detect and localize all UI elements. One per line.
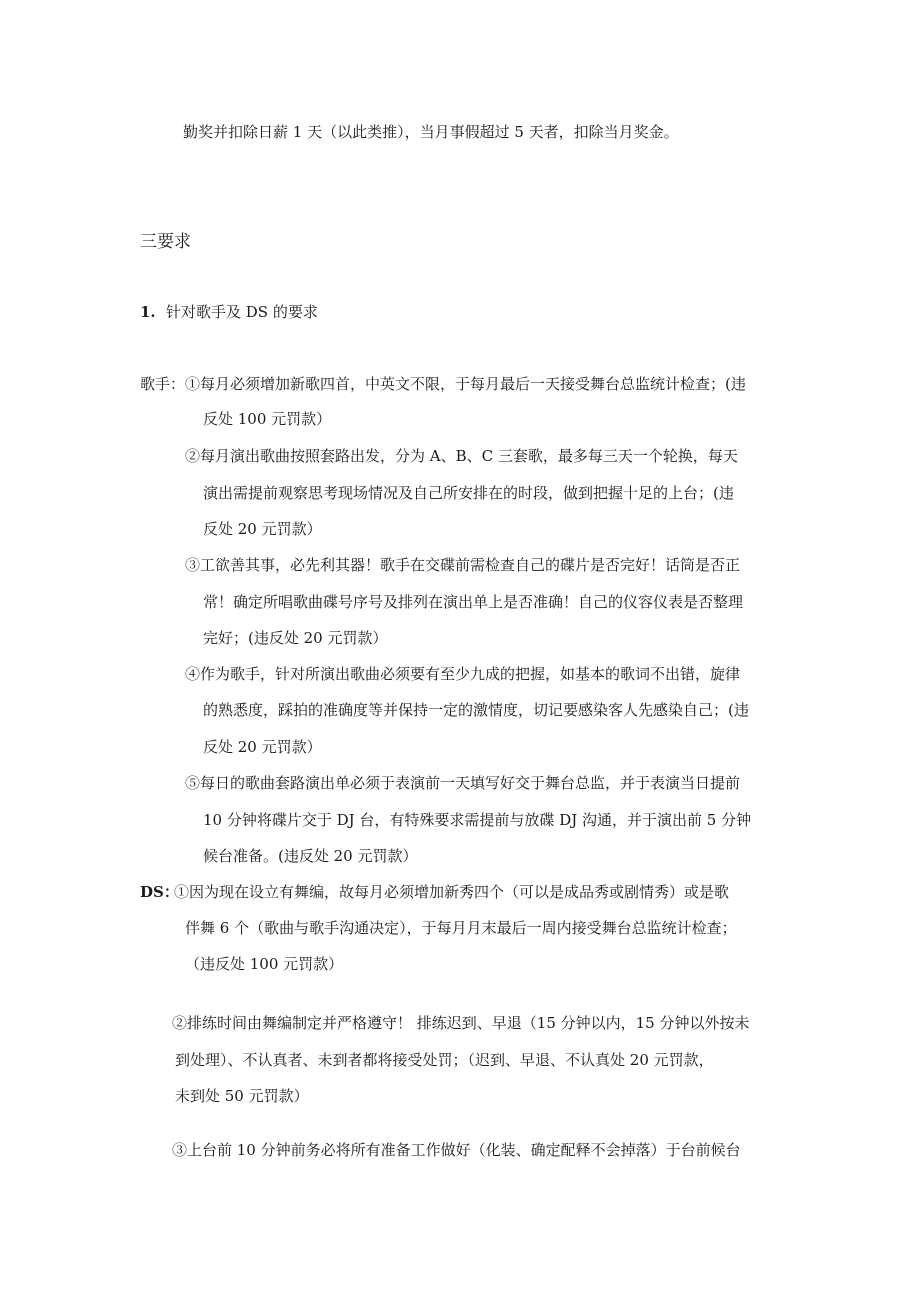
paragraph-line: 勤奖并扣除日薪 1 天（以此类推），当月事假超过 5 天者，扣除当月奖金。 [183,123,679,141]
singer-label: 歌手： [140,375,186,393]
singer-rule-3-line: 常！确定所唱歌曲碟号序号及排列在演出单上是否准确！自己的仪容仪表是否整理 [203,593,744,611]
ds-rule-1-line: 伴舞 6 个（歌曲与歌手沟通决定），于每月月末最后一周内接受舞台总监统计检查； [185,919,737,937]
section-heading: 三要求 [140,232,191,252]
singer-rule-1-line: 反处 100 元罚款） [203,410,332,428]
ds-rule-3-line: ③上台前 10 分钟前务必将所有准备工作做好（化装、确定配释不会掉落）于台前候台 [172,1141,741,1159]
singer-rule-5-line: ⑤每日的歌曲套路演出单必须于表演前一天填写好交于舞台总监，并于表演当日提前 [185,774,741,792]
singer-rule-3-line: 完好；(违反处 20 元罚款） [203,629,388,647]
singer-rule-5-line: 10 分钟将碟片交于 DJ 台，有特殊要求需提前与放碟 DJ 沟通，并于演出前 5 分钟 [203,811,752,829]
ds-rule-2-line: 到处理）、不认真者、未到者都将接受处罚；（迟到、早退、不认真处 20 元罚款， [175,1051,714,1069]
ds-rule-1-line: （违反处 100 元罚款） [185,955,344,973]
singer-rule-5-line: 候台准备。(违反处 20 元罚款） [203,847,418,865]
subsection-number: 1. [140,303,156,321]
singer-rule-4-line: 反处 20 元罚款） [203,738,322,756]
singer-rule-2-line: ②每月演出歌曲按照套路出发，分为 A、B、C 三套歌，最多每三天一个轮换，每天 [185,447,738,465]
ds-label: DS： [140,883,179,901]
singer-rule-4-line: ④作为歌手，针对所演出歌曲必须要有至少九成的把握，如基本的歌词不出错，旋律 [185,665,741,683]
singer-rule-3-line: ③工欲善其事，必先利其器！歌手在交碟前需检查自己的碟片是否完好！话筒是否正 [185,556,741,574]
ds-rule-2-line: ②排练时间由舞编制定并严格遵守！ 排练迟到、早退（15 分钟以内，15 分钟以外按未 [172,1014,750,1032]
singer-rule-1-line: ①每月必须增加新歌四首，中英文不限，于每月最后一天接受舞台总监统计检查；(违 [185,375,746,393]
singer-rule-2-line: 演出需提前观察思考现场情况及自己所安排在的时段，做到把握十足的上台；(违 [203,484,734,502]
ds-rule-2-line: 未到处 50 元罚款） [175,1087,309,1105]
singer-rule-2-line: 反处 20 元罚款） [203,520,322,538]
ds-rule-1-line: ①因为现在设立有舞编，故每月必须增加新秀四个（可以是成品秀或剧情秀）或是歌 [174,883,730,901]
subsection-heading: 针对歌手及 DS 的要求 [166,303,318,321]
singer-rule-4-line: 的熟悉度，踩拍的准确度等并保持一定的激情度，切记要感染客人先感染自己；(违 [203,701,749,719]
